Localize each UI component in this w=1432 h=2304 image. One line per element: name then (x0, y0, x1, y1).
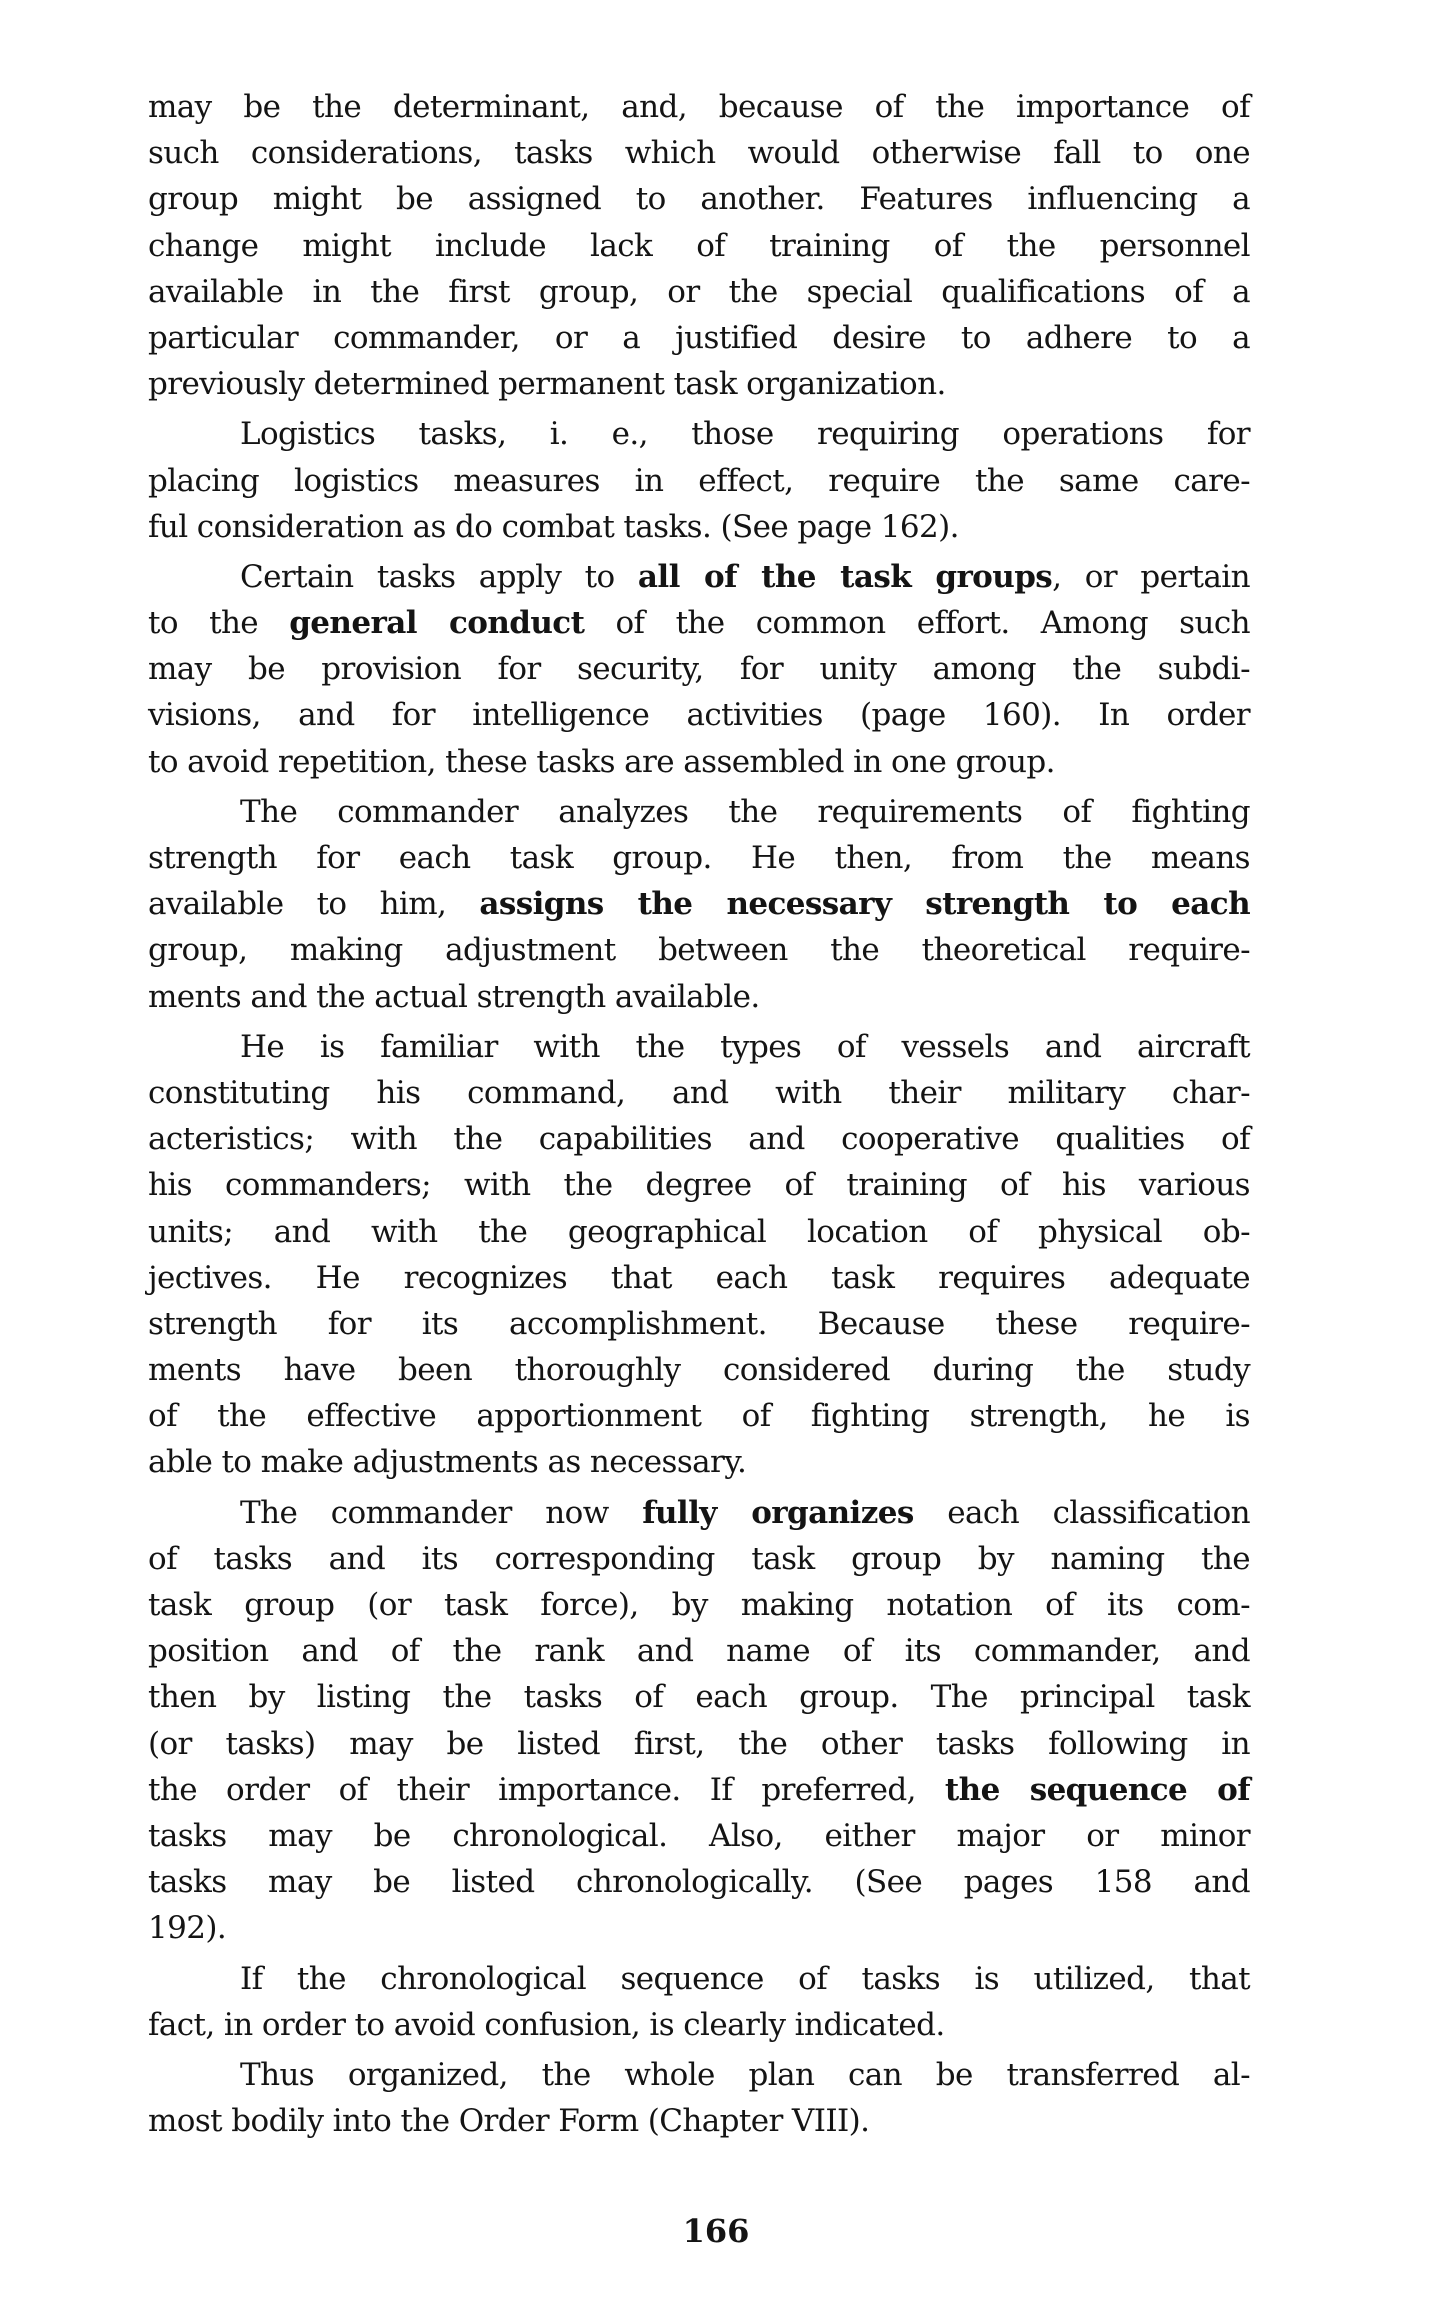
text-line: fact, in order to avoid confusion, is clearly indicated. (148, 2006, 945, 2043)
text-line: placing logistics measures in effect, require the same care- (148, 462, 1250, 499)
text-line: The commander now fully organizes each classification (240, 1494, 1250, 1531)
text-line: particular commander, or a justified desire to adhere to a (148, 319, 1250, 356)
text-line: to avoid repetition, these tasks are assembled in one group. (148, 743, 1055, 780)
bold-emphasis: general conduct (289, 605, 585, 642)
text-line: ful consideration as do combat tasks. (See page 162). (148, 508, 959, 545)
text-line: Thus organized, the whole plan can be transferred al- (240, 2056, 1250, 2093)
text-line: jectives. He recognizes that each task requires adequate (148, 1259, 1250, 1296)
paragraph (148, 1956, 1250, 2048)
text-line: group might be assigned to another. Features influencing a (148, 181, 1250, 218)
text-line: visions, and for intelligence activities (page 160). In order (148, 697, 1250, 734)
text-line: his commanders; with the degree of training of his various (148, 1167, 1250, 1204)
paragraph (148, 1024, 1250, 1486)
text-line: tasks may be listed chronologically. (See pages 158 and (148, 1864, 1250, 1901)
text-line: available in the first group, or the special qualifications of a (148, 273, 1250, 310)
text-line: constituting his command, and with their military char- (148, 1074, 1250, 1111)
paragraph (148, 1490, 1250, 1952)
text-line: ments and the actual strength available. (148, 978, 760, 1015)
text-line: such considerations, tasks which would otherwise fall to one (148, 135, 1250, 172)
bold-emphasis: the sequence of (944, 1771, 1250, 1808)
text-line: units; and with the geographical location of physical ob- (148, 1213, 1250, 1250)
text-line: If the chronological sequence of tasks is utilized, that (240, 1960, 1250, 1997)
paragraph (148, 554, 1250, 785)
text-line: to the general conduct of the common effort. Among such (148, 605, 1250, 642)
text-line: may be provision for security, for unity among the subdi- (148, 651, 1250, 688)
bold-emphasis: fully organizes (642, 1494, 914, 1531)
text-line: strength for each task group. He then, from the means (148, 840, 1250, 876)
paragraph (148, 2052, 1250, 2144)
text-line: of tasks and its corresponding task group by naming the (148, 1540, 1250, 1577)
text-line: tasks may be chronological. Also, either major or minor (148, 1817, 1250, 1854)
text-line: (or tasks) may be listed first, the other tasks following in (148, 1725, 1250, 1762)
bold-emphasis: assigns the necessary strength to each (479, 886, 1251, 923)
text-line: change might include lack of training of the personnel (148, 227, 1250, 264)
text-line: available to him, assigns the necessary strength to each (148, 886, 1251, 923)
text-line: acteristics; with the capabilities and cooperative qualities of (148, 1121, 1250, 1158)
text-line: position and of the rank and name of its commander, and (148, 1633, 1250, 1670)
text-line: Certain tasks apply to all of the task groups, or pertain (240, 558, 1250, 595)
bold-emphasis: all of the task groups (637, 558, 1053, 595)
text-line: of the effective apportionment of fighting strength, he is (148, 1398, 1250, 1435)
text-line: task group (or task force), by making notation of its com- (148, 1587, 1250, 1623)
text-line: The commander analyzes the requirements of fighting (240, 793, 1250, 830)
text-column (148, 84, 1250, 2148)
text-line: previously determined permanent task organization. (148, 366, 946, 403)
text-line: most bodily into the Order Form (Chapter VIII). (148, 2103, 870, 2140)
page-number: 166 (682, 2212, 750, 2250)
text-line: then by listing the tasks of each group. The principal task (148, 1679, 1250, 1716)
text-line: group, making adjustment between the theoretical require- (148, 932, 1250, 969)
text-line: may be the determinant, and, because of the importance of (148, 89, 1250, 125)
text-line: able to make adjustments as necessary. (148, 1444, 747, 1481)
text-line: ments have been thoroughly considered during the study (148, 1352, 1250, 1389)
paragraph (148, 84, 1250, 407)
text-line: He is familiar with the types of vessels and aircraft (240, 1028, 1250, 1065)
text-line: Logistics tasks, i. e., those requiring operations for (240, 416, 1250, 453)
text-line: 192). (148, 1910, 227, 1947)
text-line: strength for its accomplishment. Because these require- (148, 1305, 1250, 1342)
text-line: the order of their importance. If preferred, the sequence of (148, 1771, 1250, 1808)
paragraph (148, 789, 1250, 1020)
paragraph (148, 411, 1250, 550)
